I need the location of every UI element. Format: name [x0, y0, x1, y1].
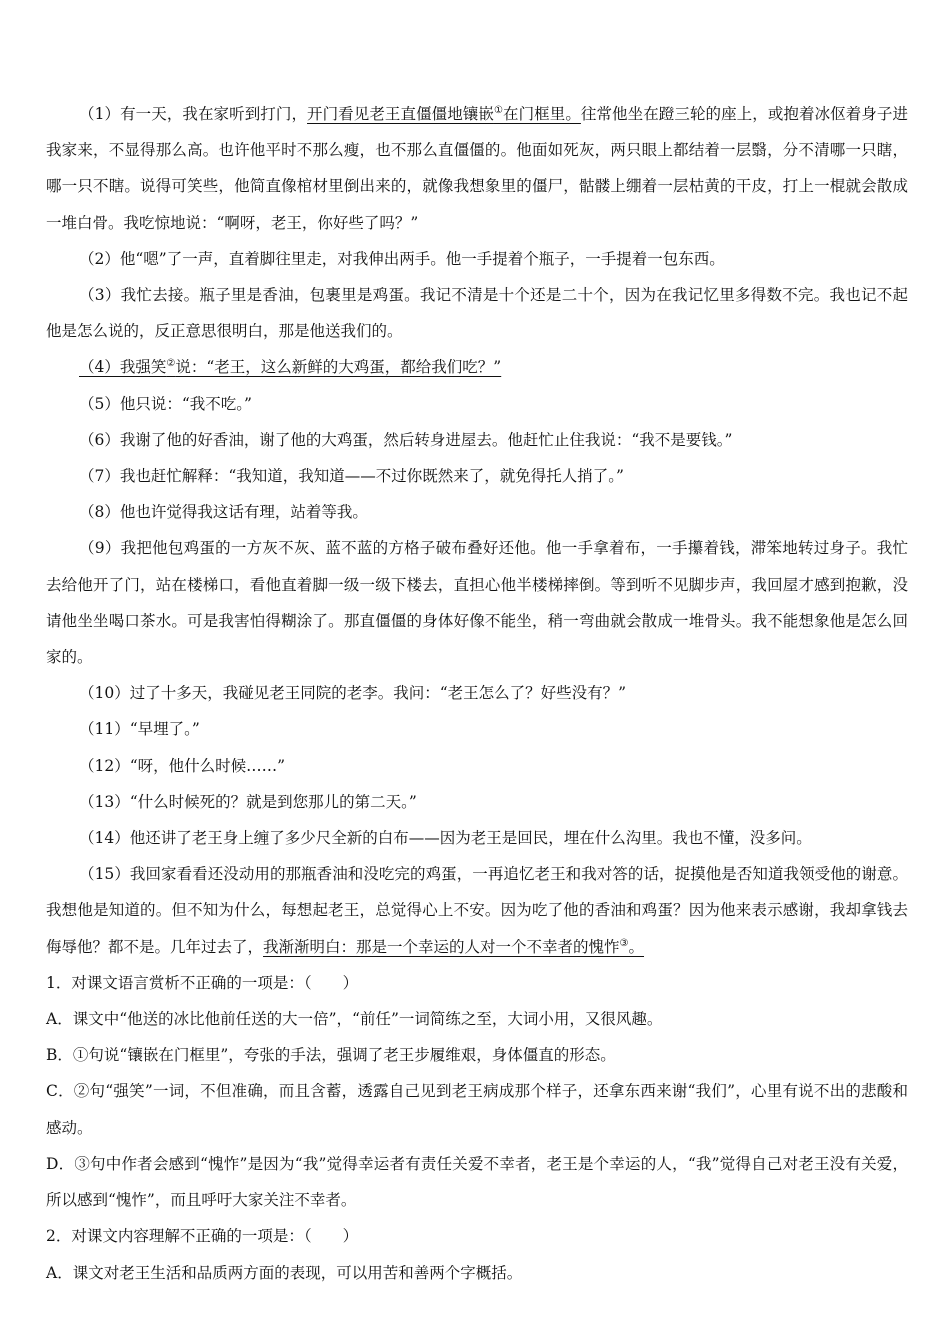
- underlined-sentence-1-part-a: 开门看见老王直僵僵地镶嵌: [307, 105, 494, 123]
- question-2-option-a[interactable]: A．课文对老王生活和品质两方面的表现，可以用苦和善两个字概括。: [46, 1263, 523, 1282]
- underlined-sentence-1: [307, 105, 581, 123]
- question-1-option-a[interactable]: A．课文中“他送的冰比他前任送的大一倍”，“前任”一词简练之至，大词小用，又很风趣。: [46, 1010, 663, 1029]
- question-1-option-d[interactable]: D．③句中作者会感到“愧怍”是因为“我”觉得幸运者有责任关爱不幸者，老王是个幸运的人，“我”觉得自己对老王没有关爱，所以感到“愧怍”，而且呼吁大家关注不幸者。: [46, 1154, 908, 1210]
- underlined-sentence-2: [79, 358, 501, 376]
- underlined-sentence-3-text: 我渐渐明白：那是一个幸运的人对一个不幸者的愧怍: [263, 937, 620, 956]
- question-1-option-b[interactable]: B．①句说“镶嵌在门框里”，夸张的手法，强调了老王步履维艰，身体僵直的形态。: [46, 1046, 616, 1065]
- underlined-sentence-1-part-b: 在门框里。: [503, 105, 581, 123]
- paragraph-9: （9）我把他包鸡蛋的一方灰不灰、蓝不蓝的方格子破布叠好还他。他一手拿着布，一手攥着钱，滞笨地转过身子。我忙去给他开了门，站在楼梯口，看他直着脚一级一级下楼去，直担心他半楼梯摔倒。等到听不见脚步声，我回屋才感到抱歉，没请他坐坐喝口茶水。可是我害怕得糊涂了。那直僵僵的身体好像不能坐，稍一弯曲就会散成一堆骨头。我不能想象他是怎么回家的。: [46, 539, 908, 667]
- underlined-sentence-3-end: 。: [628, 937, 645, 956]
- paragraph-13: （13）“什么时候死的？就是到您那儿的第二天。”: [79, 792, 417, 811]
- paragraph-3: （3）我忙去接。瓶子里是香油，包裹里是鸡蛋。我记不清是十个还是二十个，因为在我记忆里多得数不完。我也记不起他是怎么说的，反正意思很明白，那是他送我们的。: [46, 286, 908, 341]
- underlined-sentence-2-part-b: 说：“老王，这么新鲜的大鸡蛋，都给我们吃？”: [175, 358, 502, 377]
- paragraph-12: （12）“呀，他什么时候……”: [79, 756, 286, 775]
- underlined-sentence-3: [263, 938, 644, 956]
- question-2-stem: 2．对课文内容理解不正确的一项是：（ ）: [46, 1227, 359, 1246]
- paragraph-10: （10）过了十多天，我碰见老王同院的老李。我问：“老王怎么了？好些没有？”: [79, 684, 627, 703]
- underlined-sentence-2-part-a: （4）我强笑: [79, 358, 167, 377]
- paragraph-1-text-d: 往常他坐在蹬三轮的座上，或抱着冰伛着身子进我家来，不显得那么高。也许他平时不那么瘦，也不那么直僵僵的。他面如死灰，两只眼上都结着一层翳，分不清哪一只瞎，哪一只不瞎。说得可笑些，他简直像棺材里倒出来的，就像我想象里的僵尸，骷髅上绷着一层枯黄的干皮，打上一棍就会散成一堆白骨。我吃惊地说：“啊呀，老王，你好些了吗？”: [46, 105, 908, 232]
- paragraph-14: （14）他还讲了老王身上缠了多少尺全新的白布——因为老王是回民，埋在什么沟里。我也不懂，没多问。: [79, 829, 812, 848]
- paragraph-1: [46, 96, 908, 241]
- footnote-mark-3: ③: [619, 937, 629, 949]
- footnote-mark-1: ①: [493, 105, 504, 116]
- paragraph-7: （7）我也赶忙解释：“我知道，我知道——不过你既然来了，就免得托人捎了。”: [79, 467, 624, 486]
- paragraph-15-text-a: （15）我回家看看还没动用的那瓶香油和没吃完的鸡蛋，一再追忆老王和我对答的话，捉摸他是否知道我领受他的谢意。我想他是知道的。但不知为什么，每想起老王，总觉得心上不安。因为吃了他的香油和鸡蛋？因为他来表示感谢，我却拿钱去侮辱他？都不是。几年过去了，: [46, 865, 908, 956]
- question-1-stem: 1．对课文语言赏析不正确的一项是：（ ）: [46, 973, 359, 992]
- paragraph-2: （2）他“嗯”了一声，直着脚往里走，对我伸出两手。他一手提着个瓶子，一手提着一包东西。: [79, 249, 725, 268]
- footnote-mark-2: ②: [166, 358, 176, 370]
- paragraph-15: [46, 856, 908, 965]
- paragraph-11: （11）“早埋了。”: [79, 720, 200, 739]
- paragraph-1-text-a: （1）有一天，我在家听到打门，: [79, 105, 308, 123]
- document-content: [46, 96, 908, 1291]
- paragraph-5: （5）他只说：“我不吃。”: [79, 394, 252, 413]
- paragraph-6: （6）我谢了他的好香油，谢了他的大鸡蛋，然后转身进屋去。他赶忙止住我说：“我不是要钱。”: [79, 430, 733, 449]
- question-1-option-c[interactable]: C．②句“强笑”一词，不但准确，而且含蓄，透露自己见到老王病成那个样子，还拿东西来谢“我们”，心里有说不出的悲酸和感动。: [46, 1082, 908, 1137]
- paragraph-8: （8）他也许觉得我这话有理，站着等我。: [79, 503, 368, 522]
- paragraph-4: [46, 349, 908, 385]
